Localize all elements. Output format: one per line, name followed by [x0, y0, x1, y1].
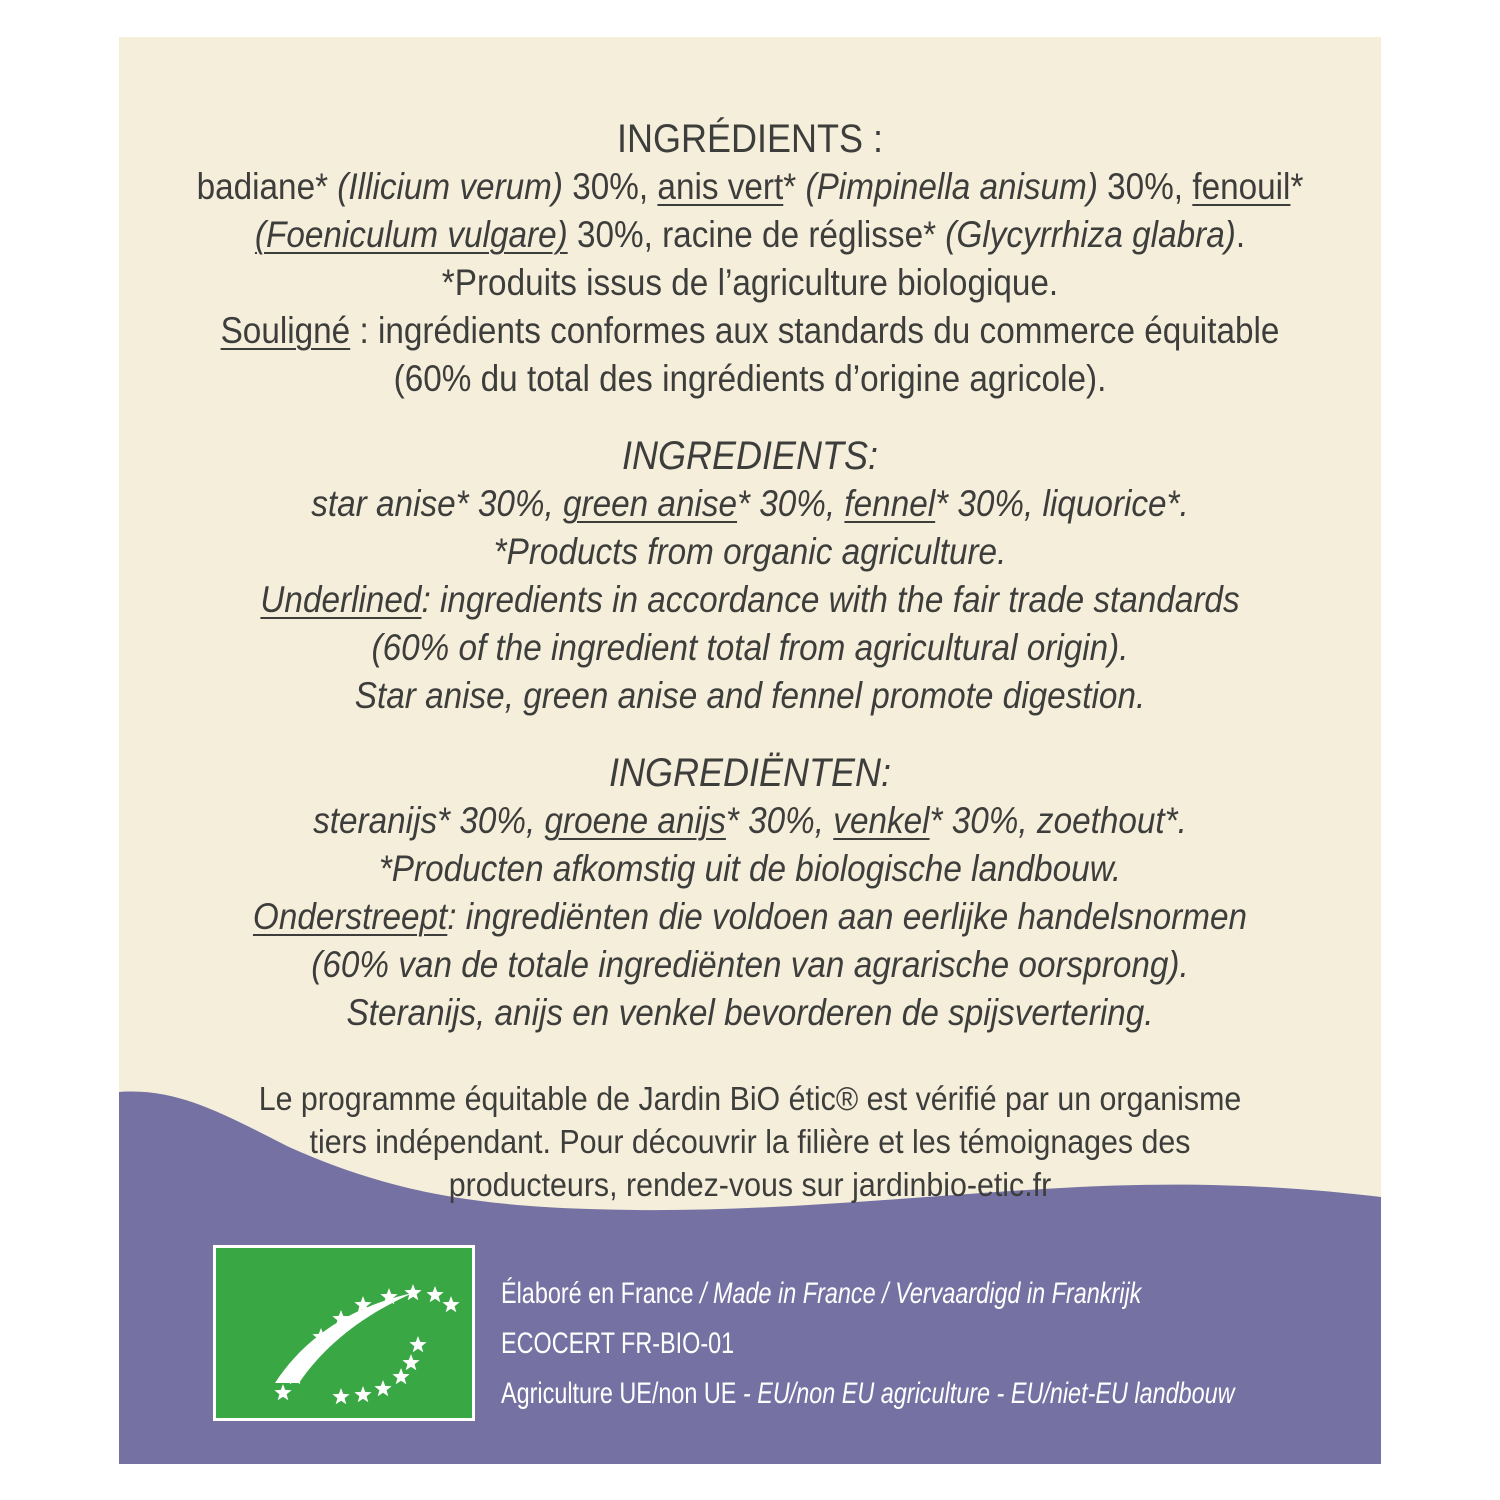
- origin-en: Made in France: [713, 1277, 876, 1310]
- dutch-ingredients-line: [182, 797, 1318, 845]
- fair-trade-ingredient: venkel: [833, 800, 930, 841]
- underline-word: Onderstreept: [252, 896, 448, 937]
- text-span: .: [1235, 214, 1246, 255]
- eu-organic-leaf-icon: [213, 1245, 475, 1421]
- footer-info: [501, 1269, 1235, 1419]
- english-heading: INGREDIENTS:: [621, 434, 879, 478]
- fair-trade-note-line: Le programme équitable de Jardin BiO étic® est vérifié par un organisme: [258, 1080, 1242, 1117]
- agriculture-line: [501, 1369, 1235, 1419]
- text-span: 30%,: [1097, 166, 1193, 207]
- separator: -: [736, 1377, 758, 1410]
- dutch-benefit: Steranijs, anijs en venkel bevorderen de spijsvertering.: [346, 992, 1154, 1033]
- text-span: *: [1290, 166, 1304, 207]
- fair-trade-ingredient: green anise: [563, 483, 738, 524]
- text-span: * 30%,: [737, 483, 845, 524]
- english-total-note: (60% of the ingredient total from agricultural origin).: [371, 627, 1129, 668]
- product-label: [119, 37, 1381, 1464]
- dutch-total-note: (60% van de totale ingrediënten van agrarische oorsprong).: [311, 944, 1189, 985]
- dutch-heading: INGREDIËNTEN:: [608, 751, 892, 795]
- fair-trade-note-line: tiers indépendant. Pour découvrir la filière et les témoignages des: [309, 1123, 1191, 1160]
- origin-line: [501, 1269, 1235, 1319]
- fair-trade-latin-name: (Foeniculum vulgare): [254, 214, 568, 255]
- english-ingredients: [182, 432, 1318, 720]
- text-span: *: [783, 166, 806, 207]
- text-span: 30%, racine de réglisse*: [567, 214, 946, 255]
- dutch-organic-note: *Producten afkomstig uit de biologische landbouw.: [378, 848, 1122, 889]
- french-ingredients: [182, 115, 1318, 403]
- french-heading: INGRÉDIENTS :: [616, 117, 884, 161]
- english-ingredients-line: [182, 480, 1318, 528]
- separator: /: [875, 1277, 896, 1310]
- text-span: : ingredients in accordance with the fair trade standards: [421, 579, 1240, 620]
- french-ingredients-line-1: [182, 163, 1318, 211]
- english-benefit: Star anise, green anise and fennel promote digestion.: [354, 675, 1146, 716]
- french-total-note: (60% du total des ingrédients d’origine agricole).: [393, 358, 1107, 399]
- english-organic-note: *Products from organic agriculture.: [493, 531, 1007, 572]
- latin-name: (Glycyrrhiza glabra): [945, 214, 1236, 255]
- certifier-code: ECOCERT FR-BIO-01: [501, 1327, 735, 1360]
- dutch-underline-note: [182, 893, 1318, 941]
- french-organic-note: *Produits issus de l’agriculture biologique.: [441, 262, 1059, 303]
- text-span: * 30%, zoethout*.: [929, 800, 1187, 841]
- text-span: steranijs* 30%,: [313, 800, 545, 841]
- text-span: * 30%,: [725, 800, 834, 841]
- agriculture-nl: EU/niet-EU landbouw: [1010, 1377, 1235, 1410]
- agriculture-en: EU/non EU agriculture: [757, 1377, 991, 1410]
- fair-trade-ingredient: anis vert: [657, 166, 784, 207]
- fair-trade-note: [169, 1077, 1330, 1206]
- underline-word: Souligné: [220, 310, 351, 351]
- latin-name: (Illicium verum): [337, 166, 564, 207]
- fair-trade-ingredient: fennel: [844, 483, 936, 524]
- fair-trade-ingredient: groene anijs: [544, 800, 726, 841]
- fair-trade-note-line: producteurs, rendez-vous sur jardinbio-etic.fr: [448, 1166, 1052, 1203]
- text-span: 30%,: [563, 166, 658, 207]
- underline-word: Underlined: [260, 579, 422, 620]
- origin-nl: Vervaardigd in Frankrijk: [895, 1277, 1142, 1310]
- separator: -: [990, 1377, 1011, 1410]
- fair-trade-ingredient: fenouil: [1192, 166, 1291, 207]
- text-span: : ingrediënten die voldoen aan eerlijke handelsnormen: [447, 896, 1248, 937]
- text-span: * 30%, liquorice*.: [935, 483, 1189, 524]
- text-span: badiane*: [196, 166, 338, 207]
- latin-name: (Pimpinella anisum): [805, 166, 1098, 207]
- text-span: star anise* 30%,: [311, 483, 564, 524]
- french-underline-note: [182, 307, 1318, 355]
- separator: /: [693, 1277, 714, 1310]
- english-underline-note: [182, 576, 1318, 624]
- french-ingredients-line-2: [182, 211, 1318, 259]
- dutch-ingredients: [182, 749, 1318, 1037]
- text-span: : ingrédients conformes aux standards du commerce équitable: [350, 310, 1280, 351]
- agriculture-fr: Agriculture UE/non UE: [501, 1377, 737, 1410]
- origin-fr: Élaboré en France: [501, 1277, 694, 1310]
